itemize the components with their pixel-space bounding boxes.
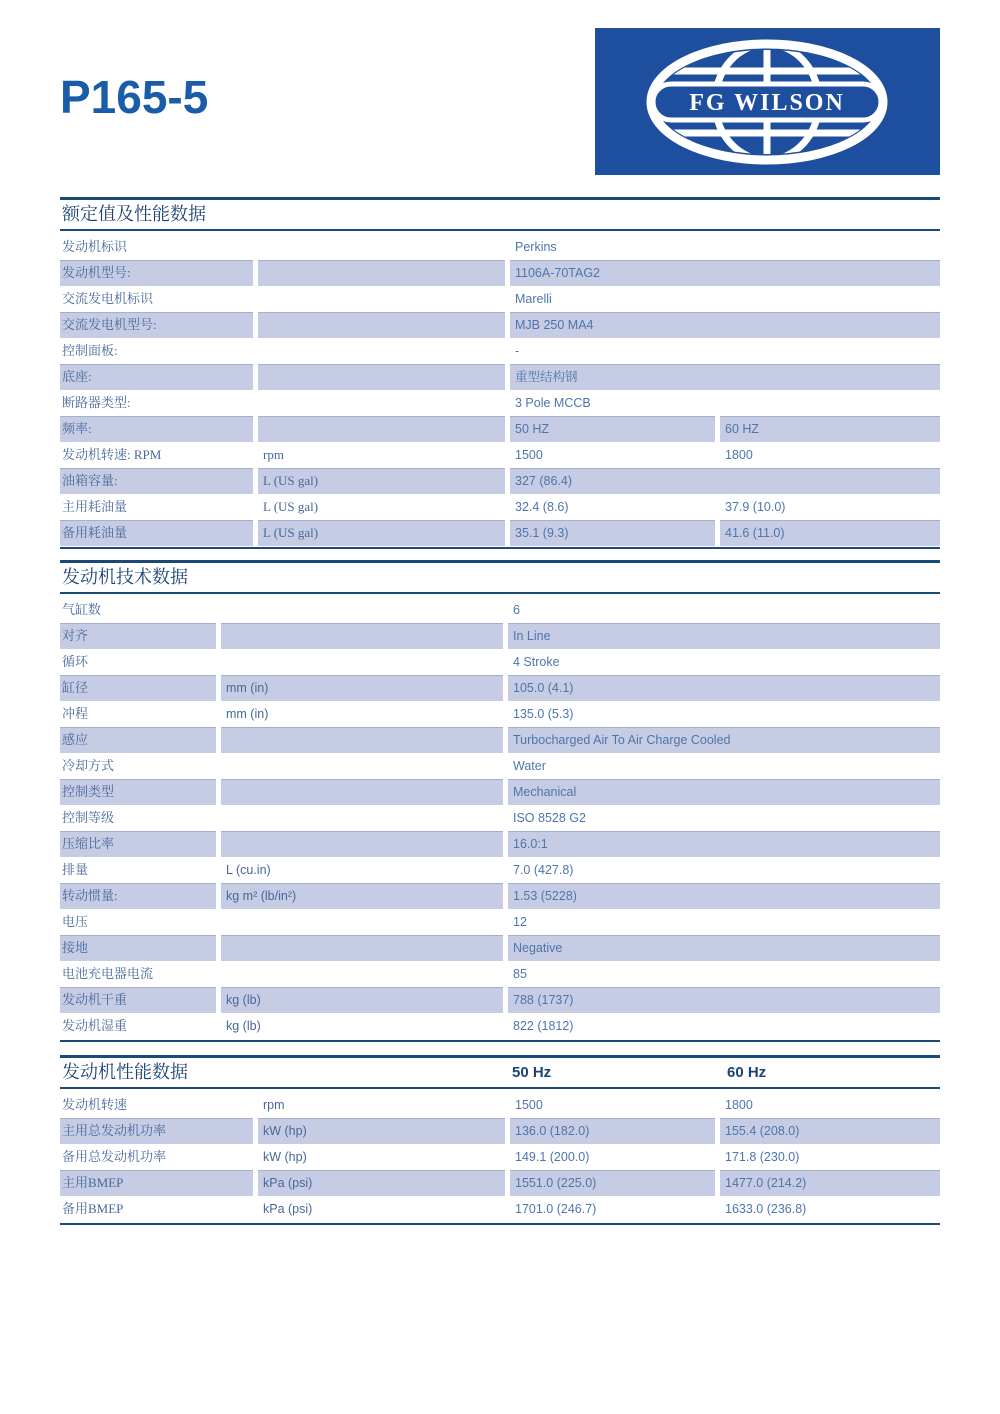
table-row <box>60 286 940 312</box>
row-label: 发动机标识 <box>62 239 128 254</box>
row-unit <box>221 831 503 857</box>
row-value: 16.0:1 <box>508 831 940 857</box>
row-value-60hz: 60 HZ <box>720 416 940 442</box>
table-row <box>60 494 940 520</box>
row-label: 电池充电器电流 <box>62 966 154 981</box>
engine-performance-table <box>60 1092 940 1222</box>
row-value: 6 <box>513 603 520 617</box>
row-unit: kg m² (lb/in²) <box>221 883 503 909</box>
row-label: 接地 <box>60 935 216 961</box>
row-value: 85 <box>513 967 527 981</box>
row-value-50hz: 50 HZ <box>510 416 715 442</box>
row-unit: L (US gal) <box>258 520 505 546</box>
row-value-50hz: 35.1 (9.3) <box>510 520 715 546</box>
row-unit: kW (hp) <box>263 1150 307 1164</box>
row-unit: L (US gal) <box>258 468 505 494</box>
table-row <box>60 857 940 883</box>
table-bottom-rule <box>60 1223 940 1225</box>
table-row <box>60 390 940 416</box>
row-label: 对齐 <box>60 623 216 649</box>
row-unit <box>221 597 503 623</box>
row-label: 频率: <box>60 416 253 442</box>
row-label: 冲程 <box>62 706 89 721</box>
table-row <box>60 753 940 779</box>
row-label: 转动惯量: <box>60 883 216 909</box>
row-unit <box>221 623 503 649</box>
row-unit: rpm <box>263 447 284 462</box>
logo-text: FG WILSON <box>689 90 845 116</box>
row-value: 1.53 (5228) <box>508 883 940 909</box>
row-value-50hz: 149.1 (200.0) <box>515 1150 590 1164</box>
row-label: 油箱容量: <box>60 468 253 494</box>
table-row <box>60 468 940 494</box>
row-value-60hz: 1477.0 (214.2) <box>720 1170 940 1196</box>
row-label: 冷却方式 <box>62 758 115 773</box>
row-unit: mm (in) <box>226 707 269 721</box>
row-label: 控制类型 <box>60 779 216 805</box>
table-row <box>60 805 940 831</box>
row-unit <box>221 935 503 961</box>
row-value-60hz <box>720 234 940 260</box>
row-label: 主用总发动机功率 <box>60 1118 253 1144</box>
table-bottom-rule <box>60 547 940 549</box>
row-value-60hz: 1800 <box>725 1098 753 1112</box>
row-value: Mechanical <box>508 779 940 805</box>
row-value: Turbocharged Air To Air Charge Cooled <box>508 727 940 753</box>
page-title: P165-5 <box>60 71 209 123</box>
row-label: 发动机转速: RPM <box>62 447 162 462</box>
row-value: Water <box>513 759 546 773</box>
row-label: 交流发电机型号: <box>60 312 253 338</box>
section-ratings-performance <box>60 197 940 549</box>
section-engine-performance-data <box>60 1055 940 1225</box>
table-row <box>60 701 940 727</box>
table-row <box>60 675 940 701</box>
row-unit <box>258 312 505 338</box>
table-row <box>60 234 940 260</box>
table-row <box>60 442 940 468</box>
row-value-60hz <box>720 338 940 364</box>
row-label: 发动机型号: <box>60 260 253 286</box>
row-unit <box>221 753 503 779</box>
row-label: 控制面板: <box>62 343 118 358</box>
row-unit: L (US gal) <box>263 499 319 514</box>
row-value: MJB 250 MA4 <box>510 312 940 338</box>
section-title: 额定值及性能数据 <box>62 204 206 224</box>
row-unit: rpm <box>263 1098 285 1112</box>
row-label: 发动机转速 <box>62 1097 128 1112</box>
table-row <box>60 935 940 961</box>
table-row <box>60 1196 940 1222</box>
row-unit <box>221 649 503 675</box>
row-label: 控制等级 <box>62 810 115 825</box>
row-label: 气缸数 <box>62 602 102 617</box>
table-row <box>60 909 940 935</box>
row-unit <box>221 779 503 805</box>
row-value-50hz: 3 Pole MCCB <box>515 396 591 410</box>
column-header-60hz: 60 Hz <box>727 1064 767 1081</box>
row-unit: kPa (psi) <box>263 1202 313 1216</box>
row-value-50hz: 1701.0 (246.7) <box>515 1202 597 1216</box>
section-title: 发动机性能数据 <box>62 1062 188 1082</box>
row-unit <box>221 909 503 935</box>
row-label: 发动机湿重 <box>62 1018 128 1033</box>
row-label: 底座: <box>60 364 253 390</box>
row-value-50hz: 32.4 (8.6) <box>515 500 569 514</box>
table-row <box>60 1118 940 1144</box>
table-row <box>60 597 940 623</box>
table-row <box>60 961 940 987</box>
row-value: 重型结构钢 <box>510 364 940 390</box>
row-unit <box>258 416 505 442</box>
row-value-50hz: 1500 <box>515 448 543 462</box>
row-value: 135.0 (5.3) <box>513 707 574 721</box>
row-value-60hz: 1633.0 (236.8) <box>725 1202 807 1216</box>
row-unit <box>221 805 503 831</box>
row-label: 主用耗油量 <box>62 499 128 514</box>
table-row <box>60 649 940 675</box>
row-value-50hz: 1500 <box>515 1098 543 1112</box>
table-row <box>60 727 940 753</box>
row-value: 1106A-70TAG2 <box>510 260 940 286</box>
row-value-60hz <box>720 286 940 312</box>
row-value-60hz: 1800 <box>725 448 753 462</box>
row-unit: kg (lb) <box>226 1019 261 1033</box>
row-value-60hz <box>720 390 940 416</box>
row-label: 排量 <box>62 862 89 877</box>
section-engine-technical-data <box>60 560 940 1042</box>
table-row <box>60 312 940 338</box>
row-value: ISO 8528 G2 <box>513 811 586 825</box>
section-header <box>60 1055 940 1089</box>
table-row <box>60 520 940 546</box>
table-row <box>60 779 940 805</box>
ratings-table <box>60 234 940 546</box>
row-value-60hz: 41.6 (11.0) <box>720 520 940 546</box>
row-label: 备用总发动机功率 <box>62 1149 167 1164</box>
row-value-60hz: 155.4 (208.0) <box>720 1118 940 1144</box>
table-row <box>60 1144 940 1170</box>
table-row <box>60 364 940 390</box>
row-label: 电压 <box>62 914 89 929</box>
row-unit: kW (hp) <box>258 1118 505 1144</box>
row-value-50hz: 136.0 (182.0) <box>510 1118 715 1144</box>
row-unit <box>258 234 505 260</box>
row-label: 备用BMEP <box>62 1201 124 1216</box>
row-value: In Line <box>508 623 940 649</box>
row-value: 105.0 (4.1) <box>508 675 940 701</box>
row-label: 感应 <box>60 727 216 753</box>
row-value-50hz: 1551.0 (225.0) <box>510 1170 715 1196</box>
table-bottom-rule <box>60 1040 940 1042</box>
section-header <box>60 560 940 594</box>
engine-technical-table <box>60 597 940 1039</box>
row-unit <box>221 961 503 987</box>
column-header-50hz: 50 Hz <box>512 1064 552 1081</box>
globe-icon <box>595 28 940 175</box>
row-value-60hz: 171.8 (230.0) <box>725 1150 800 1164</box>
row-value: Negative <box>508 935 940 961</box>
row-label: 发动机干重 <box>60 987 216 1013</box>
row-value: 822 (1812) <box>513 1019 574 1033</box>
row-unit: kg (lb) <box>221 987 503 1013</box>
table-row <box>60 338 940 364</box>
section-header <box>60 197 940 231</box>
table-row <box>60 1092 940 1118</box>
row-label: 压缩比率 <box>60 831 216 857</box>
row-unit: L (cu.in) <box>226 863 271 877</box>
section-title: 发动机技术数据 <box>62 567 188 587</box>
row-value: 7.0 (427.8) <box>513 863 574 877</box>
row-label: 缸径 <box>60 675 216 701</box>
row-value: 12 <box>513 915 527 929</box>
row-value-60hz: 37.9 (10.0) <box>725 500 786 514</box>
row-value-50hz: Perkins <box>515 240 557 254</box>
table-row <box>60 623 940 649</box>
row-value: 788 (1737) <box>508 987 940 1013</box>
row-label: 备用耗油量 <box>60 520 253 546</box>
fg-wilson-logo <box>595 28 940 175</box>
row-unit: kPa (psi) <box>258 1170 505 1196</box>
row-label: 主用BMEP <box>60 1170 253 1196</box>
table-row <box>60 260 940 286</box>
row-value-50hz: Marelli <box>515 292 552 306</box>
row-unit <box>258 364 505 390</box>
table-row <box>60 987 940 1013</box>
row-unit <box>258 338 505 364</box>
table-row <box>60 1170 940 1196</box>
row-unit <box>258 390 505 416</box>
row-label: 断路器类型: <box>62 395 131 410</box>
row-unit <box>258 260 505 286</box>
row-value-50hz: - <box>515 344 520 358</box>
table-row <box>60 883 940 909</box>
row-label: 交流发电机标识 <box>62 291 154 306</box>
row-unit <box>258 286 505 312</box>
row-value: 4 Stroke <box>513 655 560 669</box>
row-value: 327 (86.4) <box>510 468 940 494</box>
row-unit <box>221 727 503 753</box>
table-row <box>60 416 940 442</box>
table-row <box>60 1013 940 1039</box>
row-label: 循环 <box>62 654 89 669</box>
table-row <box>60 831 940 857</box>
row-unit: mm (in) <box>221 675 503 701</box>
